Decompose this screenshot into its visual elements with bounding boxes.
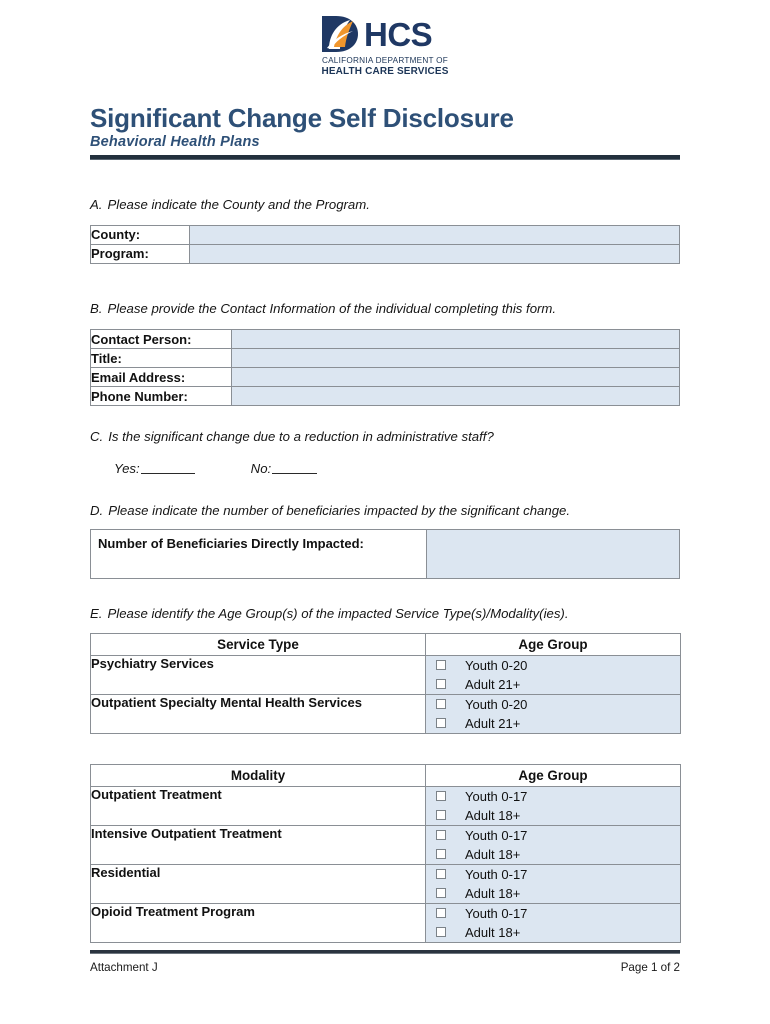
section-b-prompt bbox=[90, 300, 680, 317]
modality-age-cell bbox=[426, 903, 681, 942]
age-option[interactable] bbox=[426, 904, 680, 923]
section-a-prompt bbox=[90, 196, 680, 213]
age-option[interactable] bbox=[426, 923, 680, 942]
service-type-age-cell bbox=[426, 694, 681, 733]
checkbox-icon[interactable] bbox=[436, 927, 446, 937]
age-option-label: Youth 0-20 bbox=[465, 657, 528, 673]
title-label: Title: bbox=[91, 349, 232, 368]
no-label: No: bbox=[250, 461, 272, 477]
svg-text:HCS: HCS bbox=[364, 16, 433, 53]
age-option[interactable] bbox=[426, 787, 680, 806]
phone-number-label: Phone Number: bbox=[91, 387, 232, 406]
contact-person-input[interactable] bbox=[232, 330, 680, 349]
section-b-letter: B. bbox=[90, 300, 103, 316]
checkbox-icon[interactable] bbox=[436, 679, 446, 689]
modality-name: Residential bbox=[91, 864, 426, 903]
section-e-prompt bbox=[90, 605, 680, 622]
email-address-input[interactable] bbox=[232, 368, 680, 387]
age-option[interactable] bbox=[426, 656, 680, 675]
service-type-age-cell bbox=[426, 655, 681, 694]
table-row bbox=[91, 330, 680, 349]
no-blank[interactable] bbox=[272, 461, 317, 474]
age-option-label: Youth 0-17 bbox=[465, 905, 528, 921]
age-option-label: Youth 0-17 bbox=[465, 788, 528, 804]
age-option-label: Adult 18+ bbox=[465, 846, 521, 862]
checkbox-icon[interactable] bbox=[436, 791, 446, 801]
county-label: County: bbox=[91, 225, 190, 244]
age-option-label: Adult 21+ bbox=[465, 676, 521, 692]
modality-name: Intensive Outpatient Treatment bbox=[91, 825, 426, 864]
table-row bbox=[91, 368, 680, 387]
service-type-name: Outpatient Specialty Mental Health Services bbox=[91, 694, 426, 733]
dhcs-logo-mark bbox=[320, 13, 450, 55]
modality-header: Modality bbox=[91, 764, 426, 786]
age-option[interactable] bbox=[426, 714, 680, 733]
section-d-prompt bbox=[90, 502, 680, 519]
program-label: Program: bbox=[91, 244, 190, 263]
age-option-label: Youth 0-17 bbox=[465, 827, 528, 843]
program-input[interactable] bbox=[190, 244, 680, 263]
title-input[interactable] bbox=[232, 349, 680, 368]
age-option-label: Adult 18+ bbox=[465, 924, 521, 940]
table-row bbox=[91, 825, 681, 864]
page-title: Significant Change Self Disclosure bbox=[90, 102, 514, 133]
section-e-letter: E. bbox=[90, 606, 103, 622]
footer-row bbox=[90, 954, 680, 974]
county-program-table bbox=[90, 225, 680, 264]
age-option[interactable] bbox=[426, 826, 680, 845]
table-row bbox=[91, 349, 680, 368]
age-option[interactable] bbox=[426, 865, 680, 884]
age-option-label: Youth 0-20 bbox=[465, 696, 528, 712]
section-c-yesno-row bbox=[90, 461, 680, 476]
section-c-prompt-text: Is the significant change due to a reduction in administrative staff? bbox=[108, 429, 494, 445]
table-row bbox=[91, 244, 680, 263]
modality-name: Opioid Treatment Program bbox=[91, 903, 426, 942]
no-field[interactable] bbox=[251, 461, 318, 476]
yes-label: Yes: bbox=[114, 461, 140, 477]
table-row bbox=[91, 864, 681, 903]
table-row bbox=[91, 786, 681, 825]
age-option-label: Adult 18+ bbox=[465, 885, 521, 901]
checkbox-icon[interactable] bbox=[436, 908, 446, 918]
document-content bbox=[90, 160, 680, 943]
modality-age-cell bbox=[426, 825, 681, 864]
page-subtitle: Behavioral Health Plans bbox=[90, 133, 260, 150]
modality-name: Outpatient Treatment bbox=[91, 786, 426, 825]
table-row bbox=[91, 694, 681, 733]
table-row bbox=[91, 903, 681, 942]
footer-page-number: Page 1 of 2 bbox=[620, 961, 680, 974]
dhcs-logo-subtitle bbox=[321, 57, 448, 78]
section-a-letter: A. bbox=[90, 196, 103, 212]
county-input[interactable] bbox=[190, 225, 680, 244]
logo-subtitle-line2: HEALTH CARE SERVICES bbox=[321, 65, 449, 77]
age-group-header: Age Group bbox=[426, 764, 681, 786]
checkbox-icon[interactable] bbox=[436, 830, 446, 840]
checkbox-icon[interactable] bbox=[436, 849, 446, 859]
section-d-prompt-text: Please indicate the number of beneficiaries impacted by the significant change. bbox=[108, 503, 571, 519]
footer-attachment-label: Attachment J bbox=[90, 961, 158, 974]
modality-age-cell bbox=[426, 786, 681, 825]
yes-field[interactable] bbox=[114, 461, 195, 476]
table-header-row bbox=[91, 764, 681, 786]
table-row bbox=[91, 655, 681, 694]
table-header-row bbox=[91, 633, 681, 655]
page-footer bbox=[90, 950, 680, 974]
table-row bbox=[91, 530, 680, 579]
checkbox-icon[interactable] bbox=[436, 718, 446, 728]
dhcs-logo-icon bbox=[320, 14, 450, 54]
table-row bbox=[91, 387, 680, 406]
checkbox-icon[interactable] bbox=[436, 810, 446, 820]
section-d-letter: D. bbox=[90, 503, 104, 519]
age-option-label: Adult 21+ bbox=[465, 715, 521, 731]
age-option[interactable] bbox=[426, 806, 680, 825]
logo-subtitle-line1: CALIFORNIA DEPARTMENT OF bbox=[321, 56, 449, 65]
beneficiaries-impacted-label: Number of Beneficiaries Directly Impacted: bbox=[91, 530, 427, 579]
checkbox-icon[interactable] bbox=[436, 660, 446, 670]
service-type-table bbox=[90, 633, 681, 734]
yes-blank[interactable] bbox=[141, 461, 195, 474]
modality-age-cell bbox=[426, 864, 681, 903]
checkbox-icon[interactable] bbox=[436, 699, 446, 709]
yesno-gap bbox=[195, 461, 251, 476]
beneficiaries-impacted-table bbox=[90, 529, 680, 579]
checkbox-icon[interactable] bbox=[436, 888, 446, 898]
section-c-letter: C. bbox=[90, 429, 104, 445]
section-c-prompt bbox=[90, 428, 680, 445]
contact-person-label: Contact Person: bbox=[91, 330, 232, 349]
phone-number-input[interactable] bbox=[232, 387, 680, 406]
age-option[interactable] bbox=[426, 884, 680, 903]
checkbox-icon[interactable] bbox=[436, 869, 446, 879]
age-option-label: Youth 0-17 bbox=[465, 866, 528, 882]
document-header bbox=[90, 104, 680, 160]
modality-table bbox=[90, 764, 681, 943]
email-address-label: Email Address: bbox=[91, 368, 232, 387]
section-a-prompt-text: Please indicate the County and the Program. bbox=[107, 196, 370, 212]
age-option[interactable] bbox=[426, 675, 680, 694]
section-e-prompt-text: Please identify the Age Group(s) of the impacted Service Type(s)/Modality(ies). bbox=[107, 606, 569, 622]
service-type-name: Psychiatry Services bbox=[91, 655, 426, 694]
service-type-header: Service Type bbox=[91, 633, 426, 655]
contact-information-table bbox=[90, 329, 680, 406]
age-group-header: Age Group bbox=[426, 633, 681, 655]
age-option[interactable] bbox=[426, 845, 680, 864]
dhcs-logo-block bbox=[0, 0, 770, 78]
age-option-label: Adult 18+ bbox=[465, 807, 521, 823]
beneficiaries-impacted-input[interactable] bbox=[427, 530, 680, 579]
table-row bbox=[91, 225, 680, 244]
age-option[interactable] bbox=[426, 695, 680, 714]
section-b-prompt-text: Please provide the Contact Information of the individual completing this form. bbox=[107, 300, 557, 316]
